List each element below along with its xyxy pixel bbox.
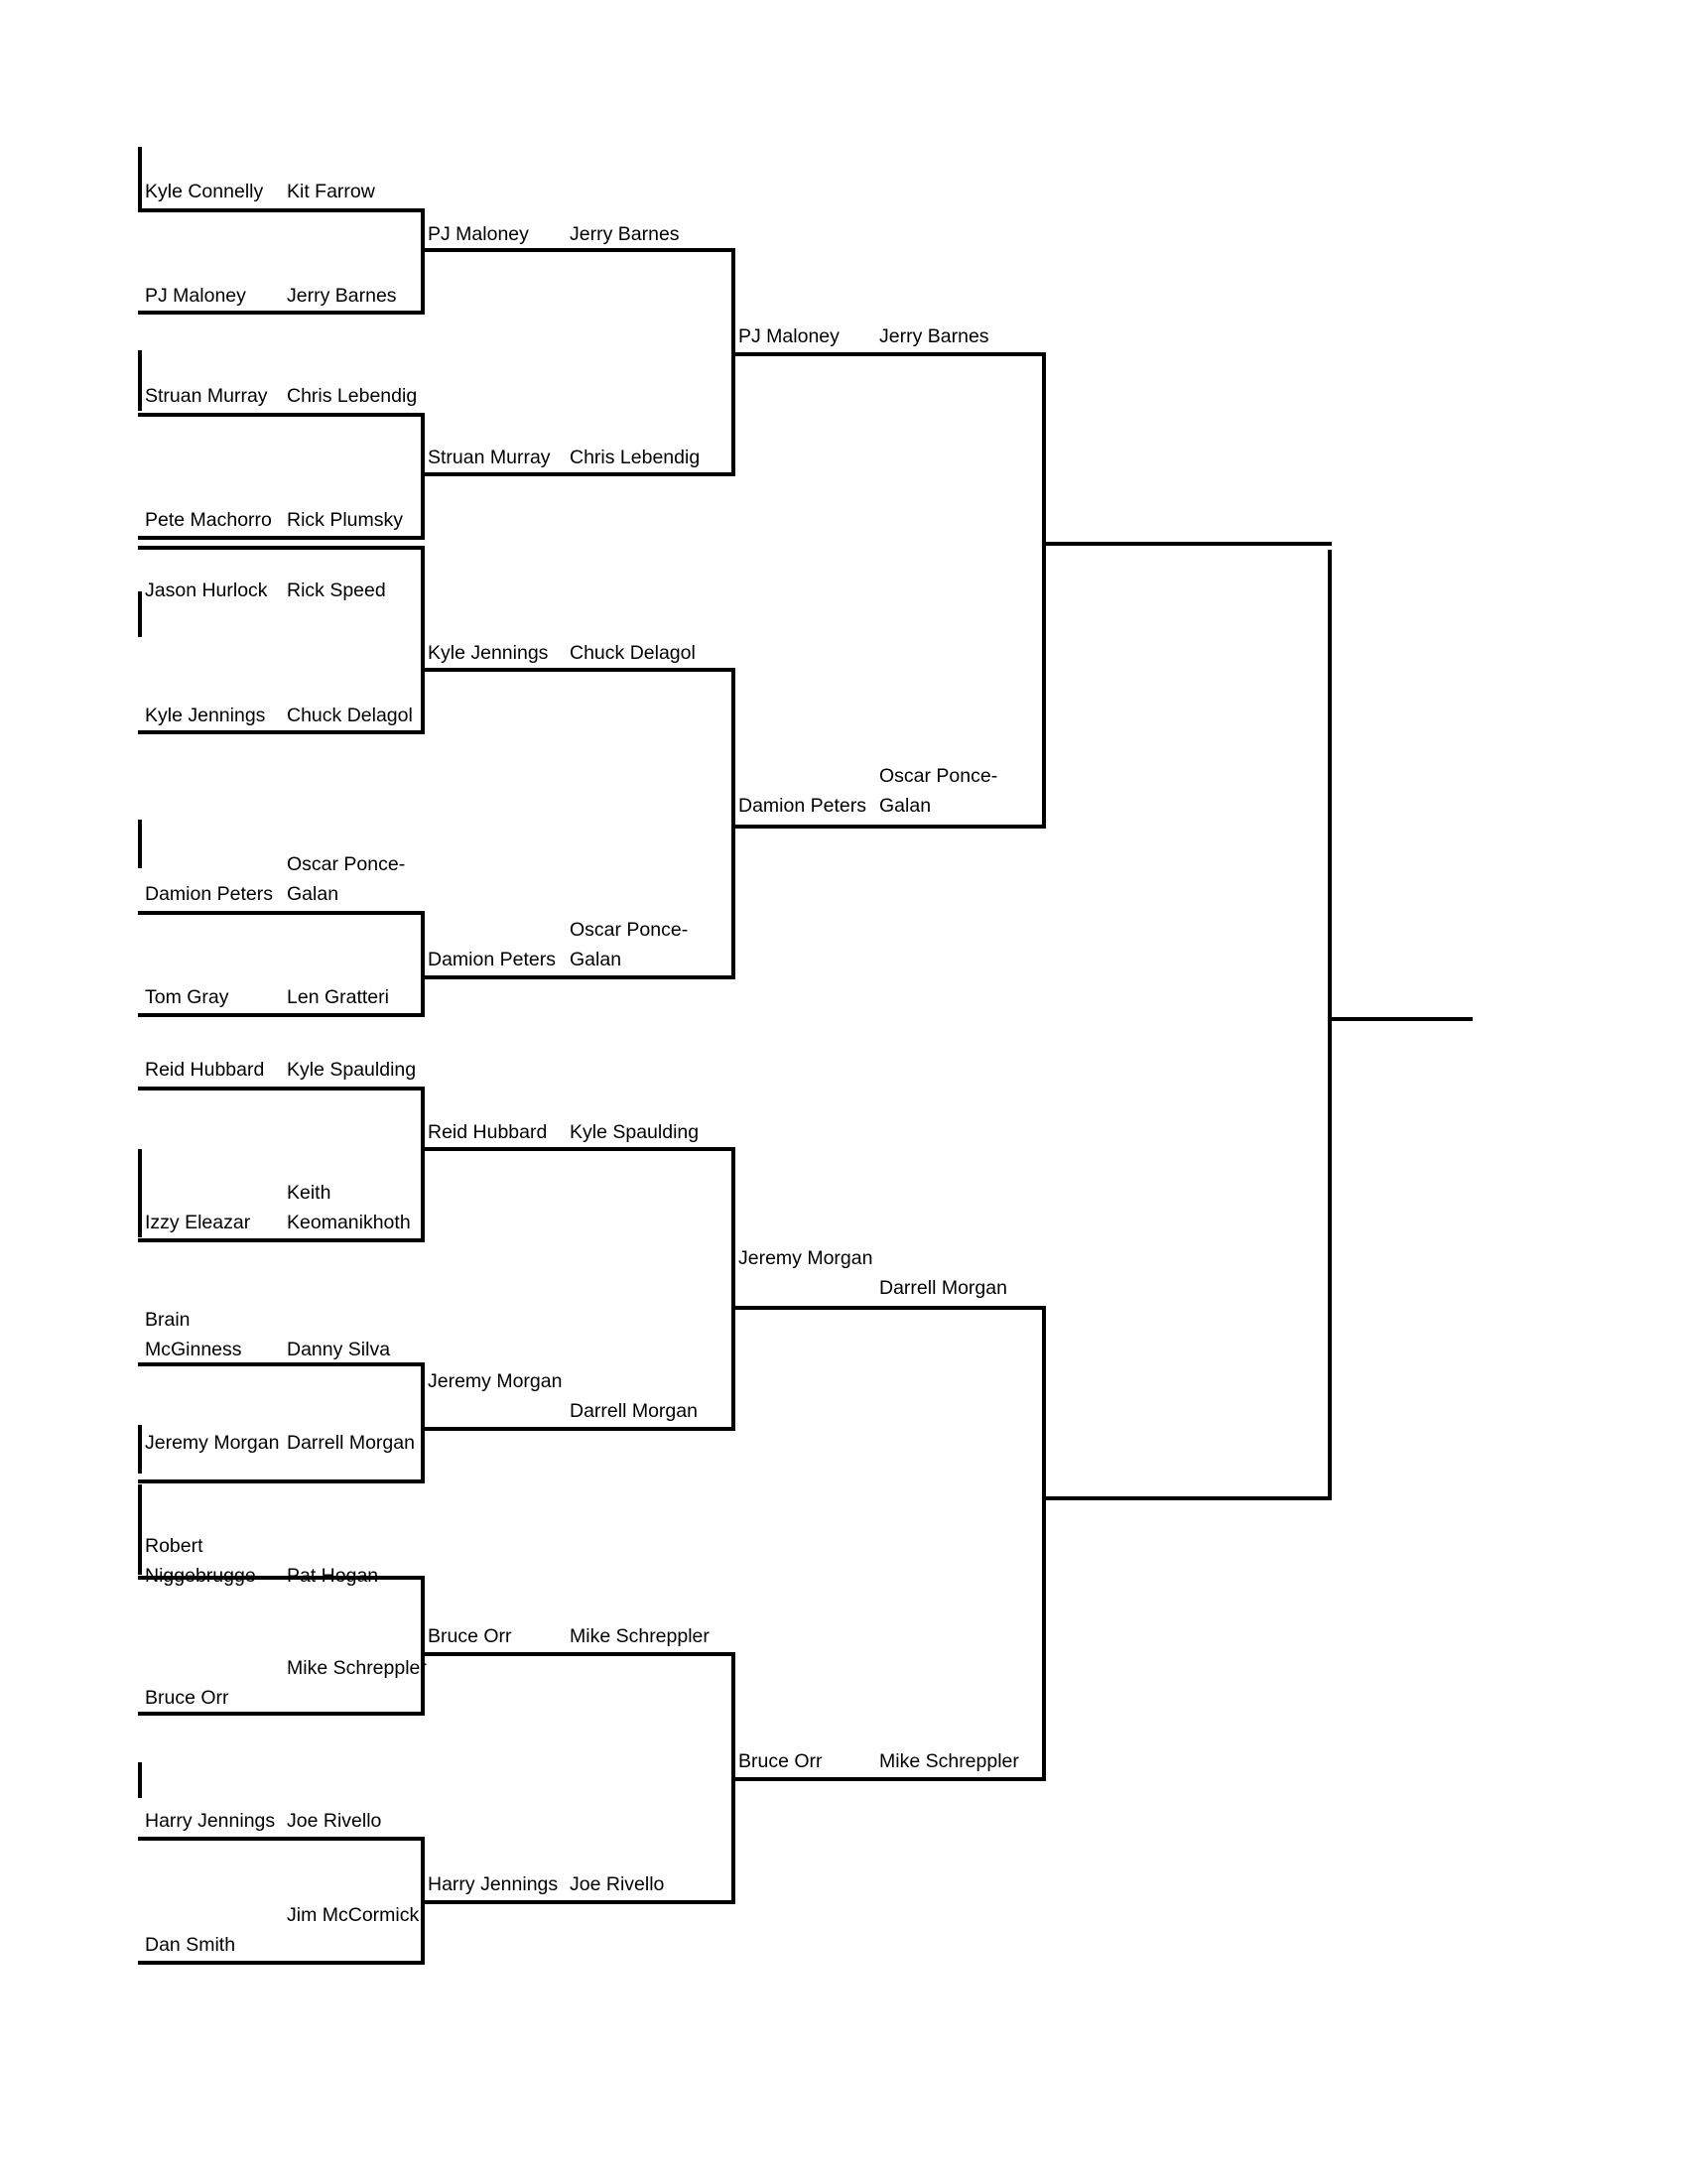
round2-match1-player1: PJ Maloney <box>428 223 529 245</box>
round1-match14-player1: Bruce Orr <box>145 1687 229 1709</box>
round1-match6-player2: Chuck Delagol <box>287 705 413 726</box>
round2-match2-player1: Struan Murray <box>428 447 551 468</box>
round1-match5-player1: Jason Hurlock <box>145 579 268 601</box>
round1-match4-player2: Rick Plumsky <box>287 509 404 531</box>
round1-match11-player2: Danny Silva <box>287 1339 391 1360</box>
round1-match3-player2: Chris Lebendig <box>287 385 418 407</box>
round1-match13-player2: Pat Hogan <box>287 1565 379 1587</box>
round2-match3-player1: Kyle Jennings <box>428 642 549 664</box>
round3-match2-player2: Oscar Ponce-Galan <box>879 765 998 817</box>
round1-match12-player2: Darrell Morgan <box>287 1432 415 1454</box>
round3-match3-player2: Darrell Morgan <box>879 1277 1007 1299</box>
round1-match7-player1: Damion Peters <box>145 883 273 905</box>
round3-match3-player1: Jeremy Morgan <box>738 1247 873 1269</box>
round3-match1-player2: Jerry Barnes <box>879 325 989 347</box>
round3-match1-player1: PJ Maloney <box>738 325 840 347</box>
round1-match10-player1: Izzy Eleazar <box>145 1212 251 1233</box>
round2-match1-player2: Jerry Barnes <box>570 223 680 245</box>
round1-match12-player1: Jeremy Morgan <box>145 1432 280 1454</box>
round1-match15-player1: Harry Jennings <box>145 1810 276 1832</box>
round2-match6-player1: Jeremy Morgan <box>428 1370 563 1392</box>
round2-match4-player2: Oscar Ponce-Galan <box>570 919 689 970</box>
round3-match2-player1: Damion Peters <box>738 795 866 817</box>
round1-match7-player2: Oscar Ponce-Galan <box>287 853 406 905</box>
round1-match8-player2: Len Gratteri <box>287 986 389 1008</box>
round2-match7-player2: Mike Schreppler <box>570 1625 710 1647</box>
round1-match1-player1: Kyle Connelly <box>145 181 264 202</box>
round1-match16-player2: Jim McCormick <box>287 1904 420 1926</box>
round2-match5-player2: Kyle Spaulding <box>570 1121 700 1143</box>
round2-match6-player2: Darrell Morgan <box>570 1400 698 1422</box>
round3-match4-player1: Bruce Orr <box>738 1750 823 1772</box>
round1-match2-player1: PJ Maloney <box>145 285 246 307</box>
round1-match8-player1: Tom Gray <box>145 986 229 1008</box>
round2-match2-player2: Chris Lebendig <box>570 447 701 468</box>
round1-match15-player2: Joe Rivello <box>287 1810 382 1832</box>
round1-match13-player1: Robert Niggebrugge <box>145 1535 256 1587</box>
round2-match4-player1: Damion Peters <box>428 949 556 970</box>
round2-match5-player1: Reid Hubbard <box>428 1121 548 1143</box>
round1-match2-player2: Jerry Barnes <box>287 285 397 307</box>
round1-match11-player1: Brain McGinness <box>145 1309 242 1360</box>
round1-match16-player1: Dan Smith <box>145 1934 236 1956</box>
round3-match4-player2: Mike Schreppler <box>879 1750 1019 1772</box>
round1-match9-player1: Reid Hubbard <box>145 1059 265 1081</box>
round1-match6-player1: Kyle Jennings <box>145 705 266 726</box>
round2-match8-player2: Joe Rivello <box>570 1873 665 1895</box>
round2-match7-player1: Bruce Orr <box>428 1625 512 1647</box>
round1-match14-player2: Mike Schreppler <box>287 1657 427 1679</box>
round1-match10-player2: Keith Keomanikhoth <box>287 1182 411 1233</box>
round1-match5-player2: Rick Speed <box>287 579 386 601</box>
round1-match9-player2: Kyle Spaulding <box>287 1059 417 1081</box>
round1-match3-player1: Struan Murray <box>145 385 268 407</box>
round2-match8-player1: Harry Jennings <box>428 1873 559 1895</box>
round2-match3-player2: Chuck Delagol <box>570 642 696 664</box>
round1-match1-player2: Kit Farrow <box>287 181 375 202</box>
round1-match4-player1: Pete Machorro <box>145 509 272 531</box>
